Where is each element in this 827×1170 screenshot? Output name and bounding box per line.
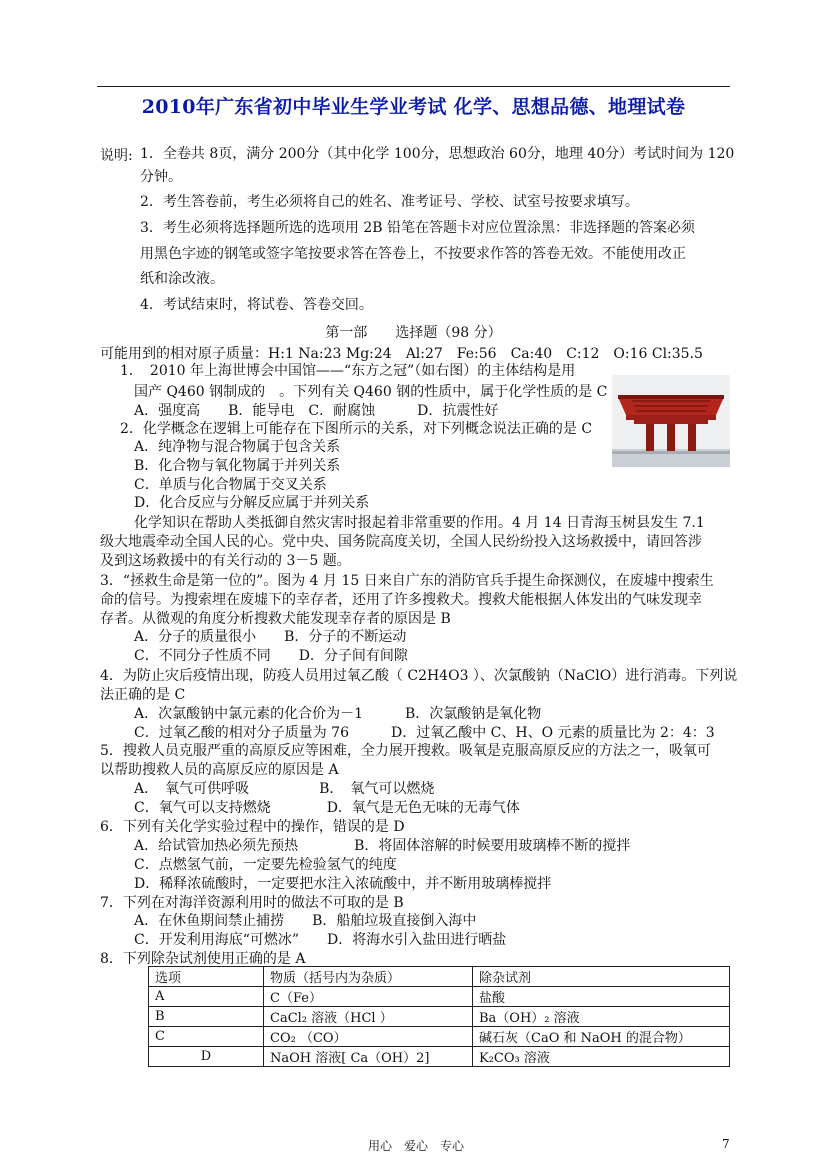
instruction-line: 用黑色字迹的钢笔或签字笔按要求答在答卷上，不按要求作答的答卷无效。不能使用改正: [140, 246, 686, 262]
question-option: C．不同分子性质不同 D．分子间有间隙: [134, 648, 408, 664]
table-cell: B: [149, 1007, 264, 1027]
table-header: 除杂试剂: [473, 967, 730, 987]
passage-line: 化学知识在帮助人类抵御自然灾害时报起着非常重要的作用。4 月 14 日青海玉树县发生 7.1: [134, 515, 705, 531]
table-cell: K₂CO₃ 溶液: [473, 1047, 730, 1067]
footer-motto: 用心 爱心 专心: [368, 1139, 465, 1153]
table-row: [149, 1027, 730, 1047]
impurity-table: [148, 966, 730, 1067]
table-cell: 盐酸: [473, 987, 730, 1007]
table-cell: A: [149, 987, 264, 1007]
table-header-row: [149, 967, 730, 987]
question-option: D．稀释浓硫酸时，一定要把水注入浓硫酸中，并不断用玻璃棒搅拌: [134, 876, 552, 892]
question-line: 1． 2010 年上海世博会中国馆——“东方之冠”（如右图）的主体结构是用: [120, 363, 576, 379]
instruction-line: 4．考试结束时，将试卷、答卷交回。: [140, 297, 373, 313]
instruction-line: 2．考生答卷前，考生必须将自己的姓名、准考证号、学校、试室号按要求填写。: [140, 194, 639, 210]
question-option: C．开发利用海底“可燃冰” D．将海水引入盐田进行晒盐: [134, 932, 507, 948]
instruction-line: 3．考生必须将选择题所选的选项用 2B 铅笔在答题卡对应位置涂黑：非选择题的答案必须: [140, 220, 696, 236]
question-line: 8．下列除杂试剂使用正确的是 A: [100, 951, 306, 967]
table-cell: C: [149, 1027, 264, 1047]
question-option: C．氧气可以支持燃烧 D．氧气是无色无味的无毒气体: [134, 800, 520, 816]
passage-line: 及到这场救援中的有关行动的 3－5 题。: [100, 553, 351, 569]
table-header: 选项: [149, 967, 264, 987]
table-cell: D: [149, 1047, 264, 1067]
instruction-line: 分钟。: [140, 169, 182, 185]
question-option: A．分子的质量很小 B．分子的不断运动: [134, 629, 407, 645]
question-option: B．化合物与氧化物属于并列关系: [134, 458, 341, 474]
question-line: 5．搜救人员克服严重的高原反应等困难，全力展开搜救。吸氧是克服高原反应的方法之一，吸氧可: [100, 743, 711, 759]
part-title: 第一部 选择题（98 分）: [325, 325, 502, 341]
question-option: C．点燃氢气前，一定要先检验氢气的纯度: [134, 857, 397, 873]
question-option: A． 氧气可供呼吸 B． 氧气可以燃烧: [134, 781, 435, 797]
question-line: 6．下列有关化学实验过程中的操作，错误的是 D: [100, 819, 405, 835]
question-option: C．过氧乙酸的相对分子质量为 76 D．过氧乙酸中 C、H、O 元素的质量比为 2：4：3: [134, 725, 715, 741]
question-option: D．化合反应与分解反应属于并列关系: [134, 495, 370, 511]
table-cell: CO₂ （CO）: [264, 1027, 473, 1047]
header-rule: [97, 86, 730, 87]
table-header: 物质（括号内为杂质）: [264, 967, 473, 987]
question-option: A．强度高 B．能导电 C．耐腐蚀 D．抗震性好: [134, 403, 499, 419]
page-number: 7: [722, 1137, 730, 1151]
table-cell: 碱石灰（CaO 和 NaOH 的混合物）: [473, 1027, 730, 1047]
china-pavilion-image: [612, 375, 730, 467]
table-cell: Ba（OH）₂ 溶液: [473, 1007, 730, 1027]
question-option: A．次氯酸钠中氯元素的化合价为－1 B．次氯酸钠是氧化物: [134, 706, 542, 722]
table-cell: CaCl₂ 溶液（HCl ）: [264, 1007, 473, 1027]
question-option: A．纯净物与混合物属于包含关系: [134, 439, 341, 455]
instruction-line: 纸和涂改液。: [140, 271, 224, 287]
question-line: 7．下列在对海洋资源利用时的做法不可取的是 B: [100, 895, 404, 911]
table-cell: NaOH 溶液[ Ca（OH）2]: [264, 1047, 473, 1067]
instructions-label: 说明:: [100, 148, 133, 164]
question-line: 以帮助搜救人员的高原反应的原因是 A: [100, 762, 339, 778]
instruction-line: 1．全卷共 8页，满分 200分（其中化学 100分，思想政治 60分，地理 40分）考试时间为 120: [140, 146, 735, 162]
table-row: [149, 1007, 730, 1027]
question-line: 4．为防止灾后疫情出现，防疫人员用过氧乙酸（ C2H4O3 ）、次氯酸钠（NaClO）进行消毒。下列说: [100, 668, 738, 684]
table-row: [149, 987, 730, 1007]
table-cell: C（Fe）: [264, 987, 473, 1007]
question-line: 2．化学概念在逻辑上可能存在下图所示的关系，对下列概念说法正确的是 C: [120, 421, 593, 437]
page-title: 2010年广东省初中毕业生学业考试 化学、思想品德、地理试卷: [141, 96, 686, 118]
question-option: A．在休鱼期间禁止捕捞 B．船舶垃圾直接倒入海中: [134, 913, 477, 929]
question-line: 3．“拯救生命是第一位的”。图为 4 月 15 日来自广东的消防官兵手提生命探测仪，在废墟中搜索生: [100, 573, 714, 589]
question-line: 国产 Q460 钢制成的 。下列有关 Q460 钢的性质中，属于化学性质的是 C: [134, 384, 608, 400]
question-option: C．单质与化合物属于交叉关系: [134, 477, 327, 493]
table-row: [149, 1047, 730, 1067]
atomic-masses: 可能用到的相对原子质量：H:1 Na:23 Mg:24 Al:27 Fe:56 Ca:40 C:12 O:16 Cl:35.5: [100, 346, 703, 362]
question-line: 存者。从微观的角度分析搜救犬能发现幸存者的原因是 B: [100, 611, 451, 627]
question-line: 法正确的是 C: [100, 687, 186, 703]
passage-line: 级大地震牵动全国人民的心。党中央、国务院高度关切，全国人民纷纷投入这场救援中，请回答涉: [100, 534, 702, 550]
question-line: 命的信号。为搜索埋在废墟下的幸存者，还用了许多搜救犬。搜救犬能根据人体发出的气味发现幸: [100, 592, 702, 608]
question-option: A．给试管加热必须先预热 B．将固体溶解的时候要用玻璃棒不断的搅拌: [134, 838, 631, 854]
